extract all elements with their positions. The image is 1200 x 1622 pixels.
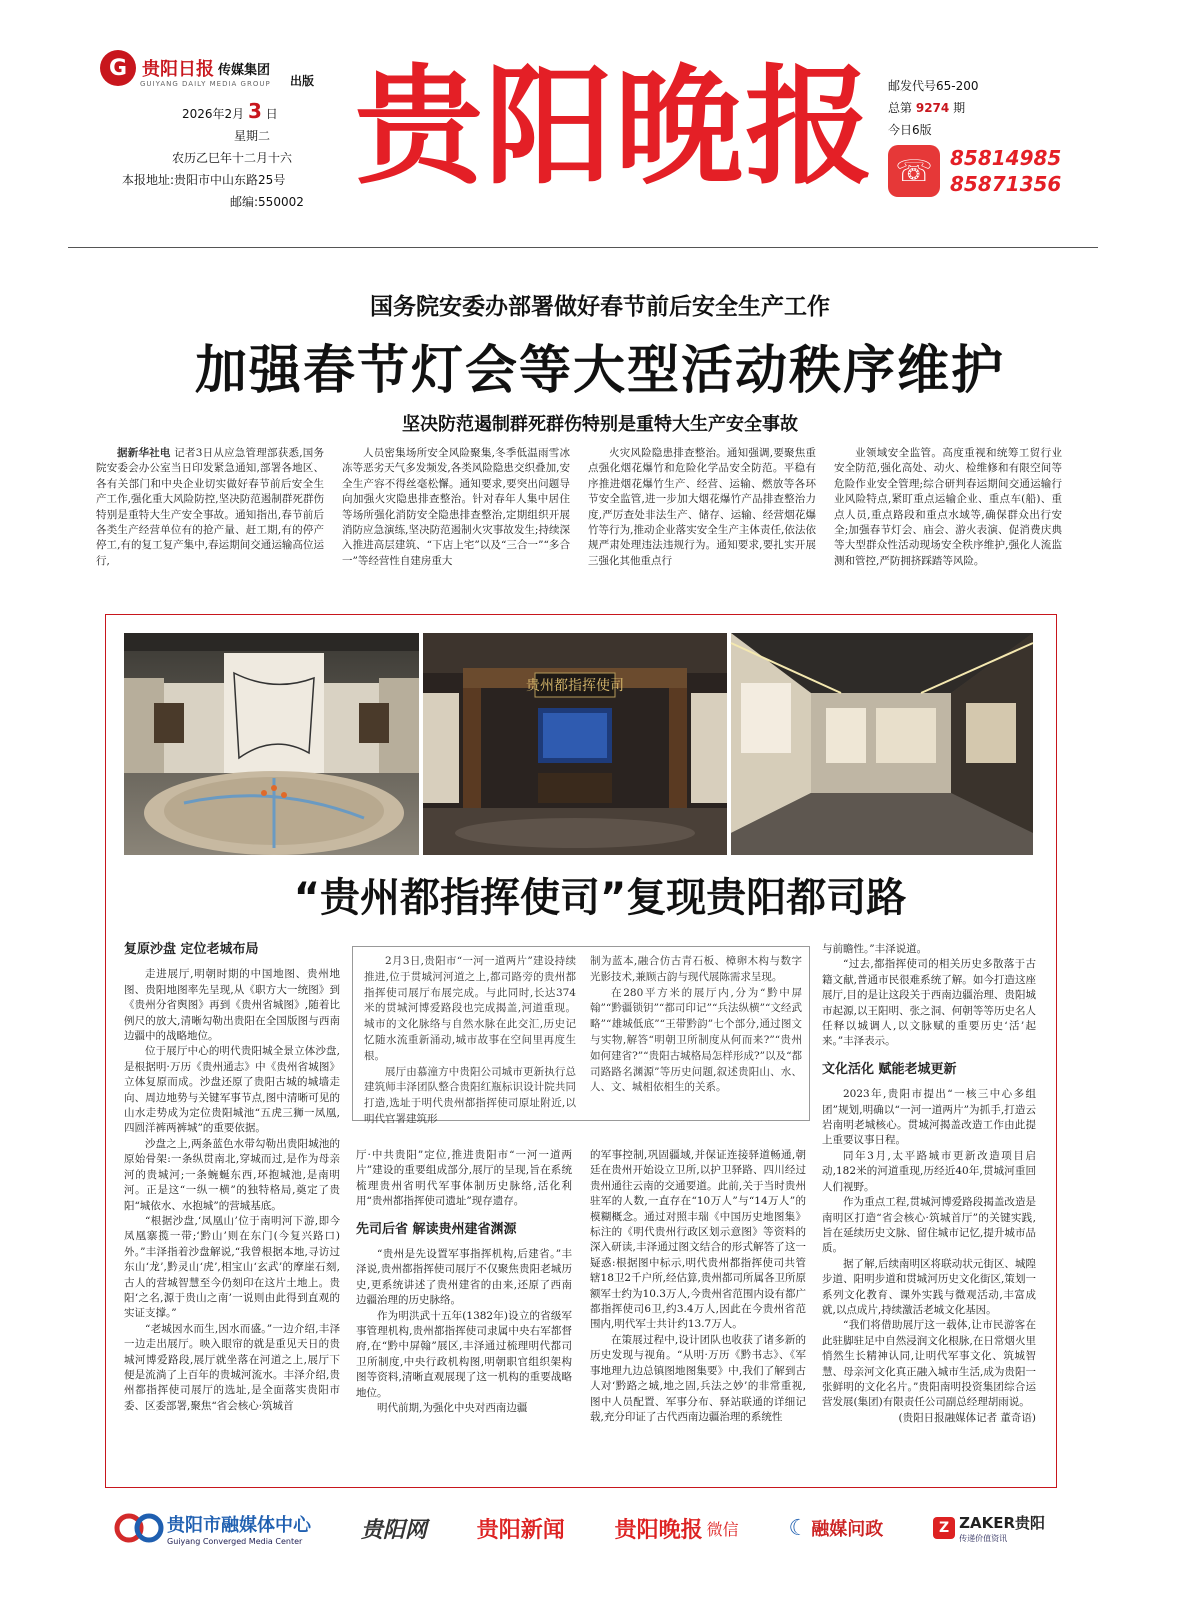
edition-count: 今日6版 [888, 123, 932, 137]
section3-para-2: 同年3月,太平路城市更新改造项目启动,182米的河道重现,历经近40年,贯城河重回人们视野。 [822, 1149, 1036, 1193]
col3-para-1: 的军事控制,巩固疆域,并保证连接驿道畅通,朝廷在贵州开始设立卫所,以护卫驿路、四川经过贵州通往云南的交通要道。此前,关于当时贵州驻军的人数,一直存在“10万人”与“14万人”的模糊概念。通过对照丰瑞《中国历史地图集》标注的《明代贵州行政区划示意图》等资料的深入研读,丰泽通过图文结合的形式解答了这一疑惑:根据图中标示,明代贵州都指挥使司共管辖18卫2千户所,经估算,贵州都司所属各卫所原额军士约为10.3万人,今贵州省范围内设有都广都指挥使司6卫,约3.4万人,因此在今贵州省范围内,明代军士共计约13.7万人。 [590, 1149, 806, 1331]
top-story-text-3: 火灾风险隐患排查整治。通知强调,要聚焦重点强化烟花爆竹和危险化学品安全防范。平稳有序推进烟花爆竹生产、经营、运输、燃放等各环节安全监管,进一步加大烟花爆竹产品排查整治力度,严厉查处非法生产、储存、运输、经营烟花爆竹等行为,推动企业落实安全生产主体责任,依法依规严肃处理违法违规行为。通知要求,要扎实开展三强化其他重点行 [588, 447, 816, 567]
feature-column-4 [822, 942, 1036, 1470]
brand-evening-name: 贵阳晚报 [614, 1516, 703, 1543]
office-address: 本报地址:贵阳市中山东路25号 [122, 173, 286, 187]
postcode: 邮编:550002 [230, 195, 304, 209]
date-prefix: 2026年2月 [182, 107, 245, 121]
photo-gallery-corridor [731, 633, 1033, 855]
top-story-column-2 [342, 446, 570, 596]
mid-para-1: 厅·中共贵阳”定位,推进贵阳市“一河一道两片”建设的重要组成部分,展厅的呈现,旨在系统梳理贵州省明代军事体制历史脉络,活化利用“贵州都指挥使司遗址”现存遗存。 [356, 1149, 572, 1208]
col3-para-2: 在策展过程中,设计团队也收获了诸多新的历史发现与视角。“从明·万历《黔书志》、《军事地理九边总镇图地图集要》中,我们了解到古人对‘黔路之城,地之固,兵法之妙’的非常重视,图中人员配置、军事分布、驿站联通的详细记载,充分印证了古代西南边疆治理的系统性 [590, 1333, 806, 1423]
publisher-mark-icon: G [100, 50, 136, 86]
photo-sand-table [124, 633, 419, 855]
issue-suffix: 期 [953, 101, 966, 115]
phone-number-2: 85871356 [950, 172, 1062, 196]
brand-evening-suffix: 微信 [706, 1519, 739, 1539]
section-heading-2: 先司后省 解读贵州建省渊源 [356, 1221, 517, 1237]
top-story-subhead: 坚决防范遏制群死群伤特别是重特大生产安全事故 [402, 414, 798, 435]
brand-media-inquiry-name: 融媒问政 [811, 1519, 884, 1540]
postal-code: 邮发代号65-200 [888, 79, 979, 93]
weekday: 星期二 [234, 129, 271, 143]
top-story-headline: 加强春节灯会等大型活动秩序维护 [194, 341, 1005, 401]
top-story-column-3 [588, 446, 816, 596]
section2-para-2: 作为明洪武十五年(1382年)设立的省级军事管理机构,贵州都指挥使司隶属中央右军都督府,在“黔中屏翰”展区,丰泽通过梳理明代都司卫所制度,中央行政机构图,明朝职官组织架构图等资料,清晰直观展现了这一机构的重要战略地位。 [356, 1309, 572, 1399]
col4-para-1: 与前瞻性。”丰泽说道。 [822, 943, 928, 955]
issue-number: 9274 [915, 101, 950, 115]
lead-para-4: 在280平方米的展厅内,分为“黔中屏翰”“黔疆锁钥”“都司印记”“兵法纵横”“文经武略”“雄城低底”“王带黔韵”七个部分,通过图文与实物,解答“明朝卫所制度从何而来?”“贵州如何建省?”“贵阳古城格局怎样形成?”以及“都司路路名渊源”等历史问题,叙述贵阳山、水、人、文、城相依相生的关系。 [590, 986, 802, 1094]
brand-evening-wechat[interactable] [615, 1513, 739, 1544]
section3-para-3: 作为重点工程,贯城河博爱路段揭盖改造是南明区打造“省会核心·筑城首厅”的关键实践,旨在延续历史文脉、留住城市记忆,提升城市品质。 [822, 1196, 1036, 1255]
lead-para-1: 2月3日,贵阳市“一河一道两片”建设持续推进,位于贯城河河道之上,都司路旁的贵州都指挥使司展厅布展完成。与此同时,长达374米的贯城河博爱路段也完成揭盖,河道重现。城市的文化脉络与自然水脉在此交汇,历史记忆随水流重新涌动,城市故事在空间里再度生根。 [364, 955, 576, 1062]
phone-number-1: 85814985 [950, 146, 1062, 170]
brand-media-center-en: Guiyang Converged Media Center [167, 1536, 303, 1546]
footer-brands [115, 1508, 1045, 1548]
date-day: 3 [248, 99, 262, 123]
top-story-column-4 [834, 446, 1062, 596]
masthead-divider [68, 247, 1098, 248]
phone-icon: ☏ [888, 145, 940, 197]
brand-media-inquiry[interactable] [789, 1515, 884, 1541]
section1-para-2: 位于展厅中心的明代贵阳城全景立体沙盘,是根据明·万历《贵州通志》中《贵州省城图》立体复原而成。沙盘还原了贵阳古城的城墙走向、周边地势与关键军事节点,图中清晰可见的山水走势成为定位贵阳城池“五虎三狮一凤凰,四圆洋裤两裤城”的重要依据。 [124, 1045, 340, 1135]
byline: (贵阳日报融媒体记者 董奇语) [898, 1411, 1036, 1424]
brand-guiyang-news[interactable]: 贵阳新闻 [476, 1517, 565, 1543]
publisher-group: 传媒集团 [218, 62, 271, 78]
brand-zaker-tagline: 传递价值资讯 [959, 1534, 1008, 1543]
brand-zaker-name: ZAKER贵阳 [959, 1514, 1045, 1532]
top-story-kicker: 国务院安委办部署做好春节前后安全生产工作 [370, 294, 830, 320]
feature-column-3 [590, 1148, 806, 1468]
top-story-column-1 [96, 446, 324, 596]
top-story-text-4: 业领域安全监管。高度重视和统筹工贸行业安全防范,强化高处、动火、检维修和有限空间等危险作业安全管理;综合研判春运期间交通运输行业风险特点,紧盯重点运输企业、重点车(船)、重点人员,重点路段和重点水域等,确保群众出行安全;加强春节灯会、庙会、游火表演、促消费庆典等大型群众性活动现场安全秩序维护,强化人流监测和管控,严防拥挤踩踏等风险。 [834, 447, 1062, 567]
publisher-name: 贵阳日报 [142, 59, 214, 80]
brand-zaker[interactable] [933, 1512, 1045, 1544]
feature-column-1 [124, 942, 340, 1470]
section1-para-4: “根据沙盘,‘凤凰山’位于南明河下游,即今凤凰寨揽一带;‘黔山’则在东门(今复兴路口)外。”丰泽指着沙盘解说,“我曾根据本地,寻访过东山‘龙’,黔灵山‘虎’,相宝山‘玄武’的摩崖石刻,古人的营城智慧至今仍刻印在这片土地上。贵阳‘之名,源于贵山之南’一说则由此得到直观的实证支撑。” [124, 1214, 340, 1320]
section1-para-1: 走进展厅,明朝时期的中国地图、贵州地图、贵阳地图率先呈现,从《职方大一统图》到《贵州分省舆图》再到《贵州省城图》,随着比例尺的放大,清晰勾勒出贵阳在全国版图与西南边疆中的战略地位。 [124, 968, 340, 1043]
lead-para-3: 制为蓝本,融合仿古青石板、樟卵木构与数字光影技术,兼顾古韵与现代展陈需求呈现。 [590, 955, 802, 983]
hall-board-text: 贵州都指挥使司 [526, 678, 624, 694]
agency-credit: 据新华社电 [117, 447, 171, 459]
top-story-text-1: 记者3日从应急管理部获悉,国务院安委会办公室当日印发紧急通知,部署各地区、各有关部门和中央企业切实做好春节前后安全生产工作,强化重大风险防控,坚决防范遏制群死群伤特别是重特大生产安全事故。通知指出,春节前后各类生产经营单位有的抢产量、赶工期,有的停产停工,有的复工复产集中,春运期间交通运输高位运行, [96, 447, 324, 567]
zaker-logo-icon: Z [933, 1517, 955, 1539]
publish-label: 出版 [290, 74, 315, 88]
section-heading-1: 复原沙盘 定位老城布局 [124, 942, 259, 957]
issue-prefix: 总第 [888, 101, 913, 115]
section-heading-3: 文化活化 赋能老城更新 [822, 1061, 957, 1077]
issue-info [888, 75, 979, 141]
section3-para-4: 据了解,后续南明区将联动状元街区、城隍步道、阳明步道和贯城河历史文化街区,策划一系列文化教育、课外实践与微观活动,丰富成就,以点成片,持续激活老城文化基因。 [822, 1257, 1036, 1316]
hotline [888, 145, 1061, 197]
publisher-english: GUIYANG DAILY MEDIA GROUP [140, 80, 271, 88]
col4-para-2: “过去,都指挥使司的相关历史多散落于古籍文献,普通市民很难系统了解。如今打造这座展厅,目的是让这段关于西南边疆治理、贵阳城市起源,以王阳明、张之洞、何朝等等历史名人任释以城调人,以文脉赋的重要历史‘活’起来。”丰泽表示。 [822, 958, 1036, 1048]
section2-para-1: “贵州是先设置军事指挥机构,后建省。”丰泽说,贵州都指挥使司展厅不仅聚焦贵阳老城历史,更系统讲述了贵州建省的由来,还原了西南边疆治理的历史脉络。 [356, 1248, 572, 1307]
feature-headline: “贵州都指挥使司”复现贵阳都司路 [293, 875, 907, 921]
section2-para-3: 明代前期,为强化中央对西南边疆 [377, 1402, 528, 1415]
brand-media-center[interactable] [115, 1511, 311, 1546]
lead-para-2: 展厅由慕潼方中贵阳公司城市更新执行总建筑师丰泽团队整合贵阳红瓶标识设计院共同打造,选址于明代贵州都指挥使司原址附近,以明代官署建筑形 [364, 1065, 576, 1125]
photo-exhibition-hall [423, 633, 727, 855]
lead-column-1 [364, 954, 576, 1125]
date-block [122, 99, 304, 213]
section3-para-1: 2023年,贵阳市提出“一核三中心多组团”规划,明确以“一河一道两片”为抓手,打造云岩南明老城核心。贯城河揭盖改造工作由此提上重要议事日程。 [822, 1088, 1036, 1147]
date-suffix: 日 [265, 107, 278, 121]
brand-media-center-name: 贵阳市融媒体中心 [167, 1514, 311, 1536]
top-story-text-2: 人员密集场所安全风险聚集,冬季低温雨雪冰冻等恶劣天气多发频发,各类风险隐患交织叠加,安全生产容不得丝毫松懈。通知要求,要突出问题导向加强火灾隐患排查整治。针对春年人集中居住等场所强化消防安全隐患排查整治,定期组织开展消防应急演练,坚决防范遏制火灾事故发生;持续深入推进高层建筑、“下店上宅”以及“三合一”“多合一”等经营性自建房重大 [342, 447, 570, 567]
newspaper-title: 贵阳晚报 [355, 52, 876, 202]
media-inquiry-logo-icon: ☾ [788, 1515, 809, 1541]
section3-para-5: “我们将借助展厅这一载体,让市民游客在此驻脚驻足中自然浸润文化根脉,在日常烟火里悄然生长精神认同,让明代军事文化、筑城智慧、母亲河文化真正融入城市生活,成为贵阳一张鲜明的文化名片。”贵阳南明投资集团综合运营发展(集团)有限责任公司副总经理胡雨说。 [822, 1319, 1036, 1409]
section1-para-3: 沙盘之上,两条蓝色水带勾勒出贵阳城池的原始骨架:一条纵贯南北,穿城而过,是作为母亲河的贵城河;一条蜿蜒东西,环抱城池,是南明河。正是这“一纵一横”的独特格局,奠定了贵阳“城依水、水抱城”的营城基底。 [124, 1137, 340, 1212]
section1-para-5: “老城因水而生,因水而盛。”一边介绍,丰泽一边走出展厅。映入眼帘的就是重见天日的贵城河博爱路段,展厅就坐落在河道之上,展厅下便是流淌了上百年的贵城河流水。丰泽介绍,贵州都指挥使司展厅的选址,是全面落实贵阳市委、区委部署,聚焦“省会核心·筑城首 [124, 1322, 340, 1412]
lunar-date: 农历乙巳年十二月十六 [172, 151, 293, 165]
brand-guiyang-net[interactable]: 贵阳网 [360, 1517, 427, 1543]
lead-column-2 [590, 954, 802, 1116]
feature-column-2 [356, 1148, 572, 1468]
media-center-logo-icon [115, 1514, 163, 1542]
